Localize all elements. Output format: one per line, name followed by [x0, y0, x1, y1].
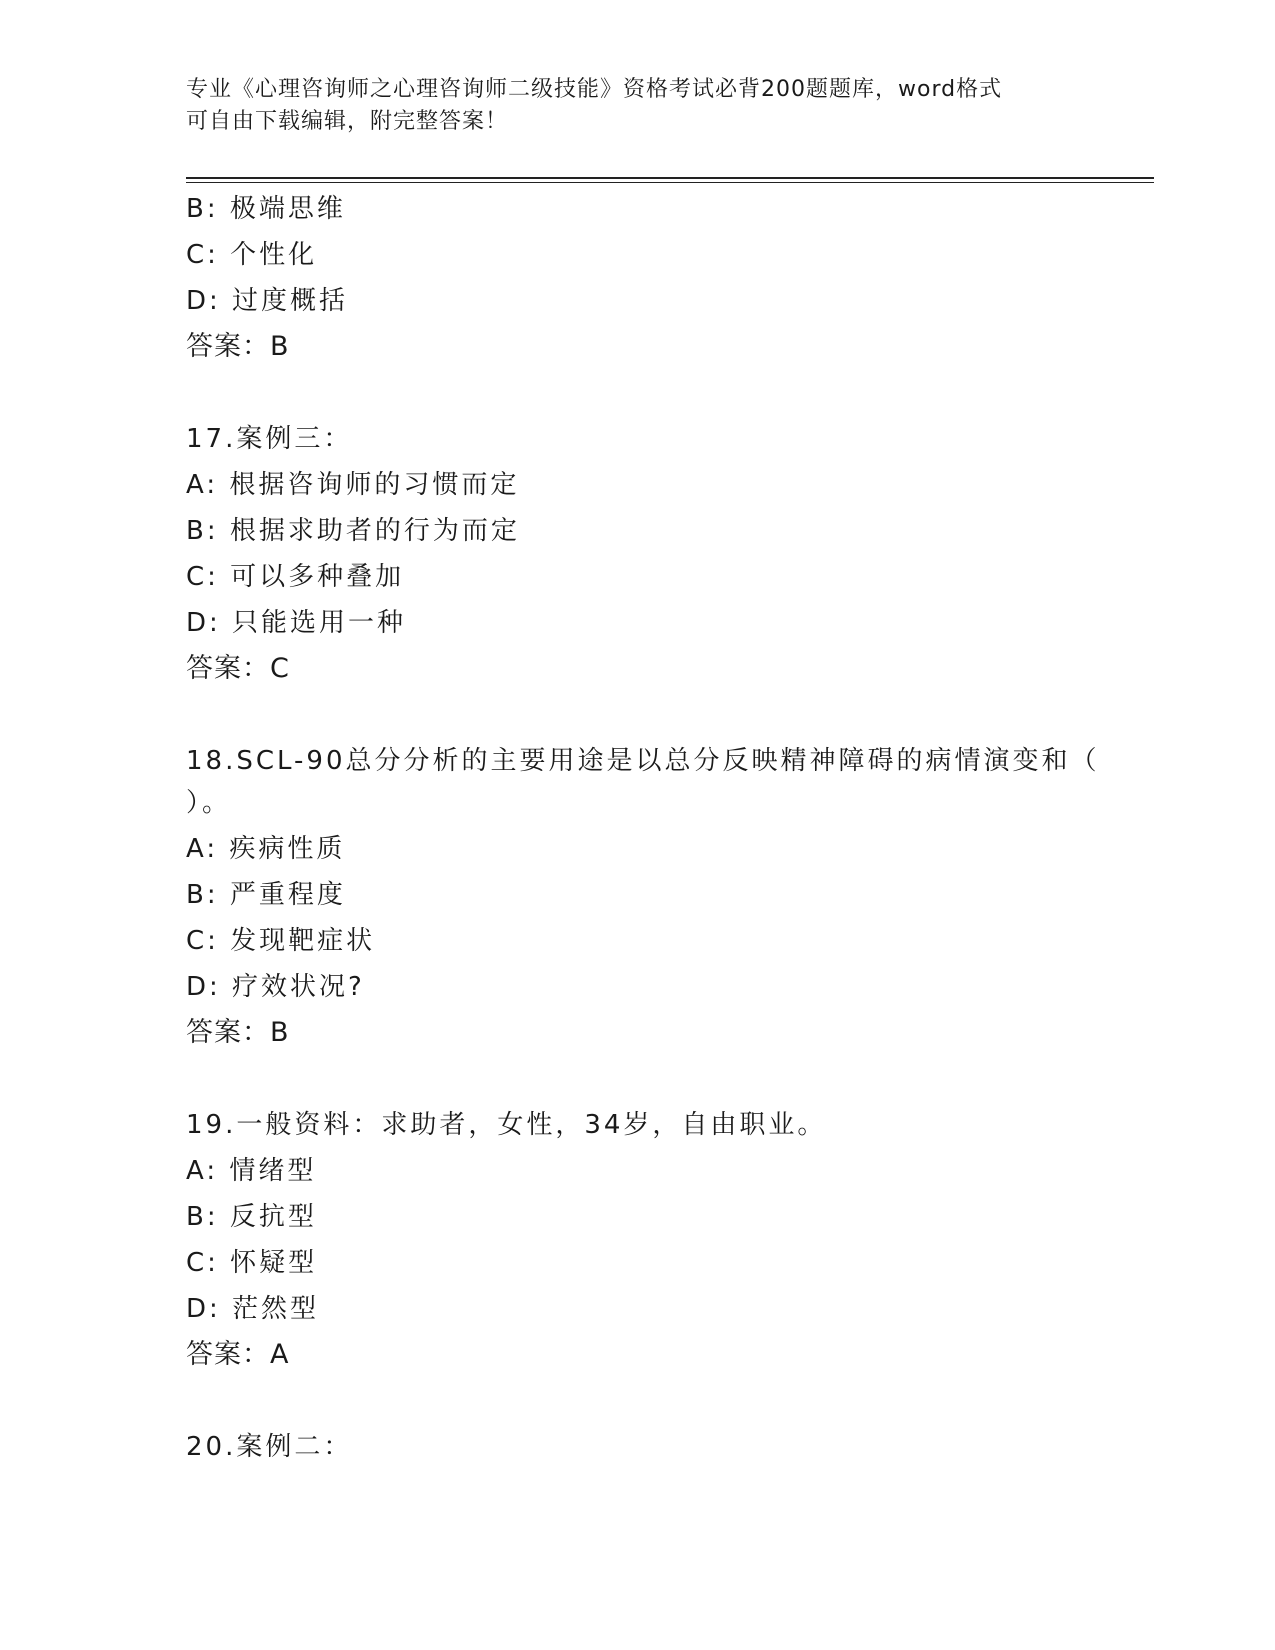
- question-stem-line-2: ）。: [186, 788, 232, 818]
- option-a: A: 情绪型: [186, 1156, 317, 1186]
- question-stem-line-1: 18.SCL-90总分分析的主要用途是以总分反映精神障碍的病情演变和（: [186, 746, 1100, 776]
- question-20: [186, 1424, 1086, 1470]
- answer: 答案：A: [186, 1339, 290, 1370]
- option-d: D: 只能选用一种: [186, 608, 407, 638]
- question-stem: 20.案例二：: [186, 1432, 353, 1462]
- spacer: [186, 1378, 1086, 1424]
- option-b: B: 极端思维: [186, 194, 346, 224]
- option-a: A: 根据咨询师的习惯而定: [186, 470, 520, 500]
- option-b: B: 严重程度: [186, 880, 346, 910]
- option-c: C: 个性化: [186, 240, 318, 270]
- question-stem: 17.案例三：: [186, 424, 353, 454]
- option-c: C: 怀疑型: [186, 1248, 318, 1278]
- option-d: D: 过度概括: [186, 286, 349, 316]
- option-a: A: 疾病性质: [186, 834, 346, 864]
- answer: 答案：C: [186, 653, 290, 684]
- document-header: [186, 74, 1086, 138]
- spacer: [186, 1056, 1086, 1102]
- spacer: [186, 370, 1086, 416]
- option-d: D: 茫然型: [186, 1294, 320, 1324]
- question-stem: 19.一般资料：求助者，女性，34岁，自由职业。: [186, 1110, 827, 1140]
- option-d: D: 疗效状况?: [186, 972, 365, 1002]
- question-16: [186, 186, 1086, 370]
- header-title-line-2: 可自由下载编辑，附完整答案！: [186, 109, 509, 134]
- option-b: B: 根据求助者的行为而定: [186, 516, 520, 546]
- question-19: [186, 1102, 1086, 1378]
- answer: 答案：B: [186, 331, 290, 362]
- question-18: [186, 738, 1100, 1056]
- option-b: B: 反抗型: [186, 1202, 317, 1232]
- header-divider-thick: [186, 177, 1154, 179]
- header-divider-thin: [186, 182, 1154, 183]
- option-c: C: 可以多种叠加: [186, 562, 405, 592]
- option-c: C: 发现靶症状: [186, 926, 376, 956]
- question-17: [186, 416, 1086, 692]
- spacer: [186, 692, 1086, 738]
- answer: 答案：B: [186, 1017, 290, 1048]
- header-title-line-1: 专业《心理咨询师之心理咨询师二级技能》资格考试必背200题题库，word格式: [186, 77, 1003, 102]
- question-list: [186, 186, 1100, 1470]
